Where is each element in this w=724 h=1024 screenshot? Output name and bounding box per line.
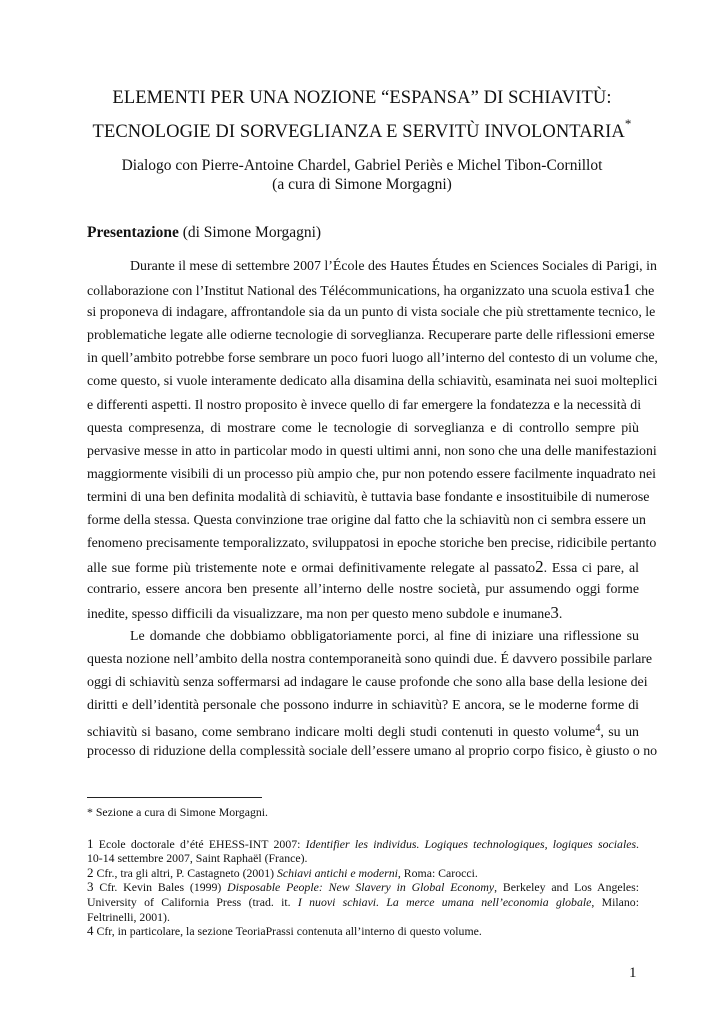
footnote-marker: 2 — [87, 864, 94, 880]
section-heading-rest: (di Simone Morgagni) — [178, 224, 322, 241]
footnote-text: , Berkeley and Los Angeles: — [494, 880, 639, 895]
footnote-ref-1[interactable]: 1 — [623, 280, 632, 300]
section-heading-bold: Presentazione — [87, 224, 179, 241]
title-line-1: ELEMENTI PER UNA NOZIONE “ESPANSA” DI SCHIAVITÙ: — [112, 88, 612, 108]
body-line-text: che — [631, 284, 655, 300]
body-line-text: schiavitù si basano, come sembrano indicare molti degli studi contenuti in questo volume — [87, 724, 596, 740]
section-heading — [87, 224, 321, 242]
footnotes — [87, 805, 639, 939]
footnote-ref-4[interactable]: 4 — [595, 722, 601, 734]
footnote-line: Feltrinelli, 2001). — [87, 909, 170, 924]
footnote-text: Cfr. Kevin Bales (1999) — [93, 880, 228, 895]
footnote-text: , Roma: Carocci. — [397, 865, 478, 880]
footnote-title: Schiavi antichi e moderni — [276, 865, 398, 880]
body-line-text: inedite, spesso difficili da visualizzare, ma non per questo meno subdole e inumane — [87, 607, 551, 623]
footnote-line: 10-14 settembre 2007, Saint Raphaël (France). — [87, 851, 308, 866]
footnote-text: University of California Press (trad. it. — [87, 894, 298, 909]
body-line-text: collaborazione con l’Institut National des Télécommunications, ha organizzato una scuola estiva — [87, 284, 624, 300]
title-footnote-marker: * — [624, 116, 632, 131]
body-line — [87, 555, 639, 578]
page-number: 1 — [629, 965, 637, 981]
footnote-title: I nuovi schiavi. La merce umana nell’economia globale — [297, 894, 592, 909]
body-line-text: . Essa ci pare, al — [543, 561, 639, 577]
footnote-title: Disposable People: New Slavery in Global Economy — [227, 880, 495, 895]
footnote-line — [87, 805, 639, 820]
footnote-line — [87, 895, 639, 910]
body-line: questa compresenza, di mostrare come le tecnologie di sorveglianza e di controllo sempre più — [87, 420, 639, 436]
body-line: questa nozione nell’ambito della nostra contemporaneità sono quindi due. É davvero possibile parlare — [87, 651, 653, 667]
body-line: in quell’ambito potrebbe forse sembrare un poco fuori luogo all’interno del contesto di un volume che, — [87, 351, 658, 367]
body-line-text: , su un — [600, 724, 639, 740]
footnote-text: Cfr., tra gli altri, P. Castagneto (2001) — [93, 865, 277, 880]
footnote-text: , Milano: — [591, 894, 639, 909]
footnote-1 — [87, 837, 639, 866]
body-text — [87, 255, 658, 763]
footnote-line — [87, 837, 639, 852]
body-line: come questo, si vuole interamente dedicato alla disamina della schiavitù, esaminata nei suoi molteplici — [87, 374, 658, 390]
body-line — [87, 601, 639, 624]
footnote-star — [87, 805, 639, 820]
footnote-line — [87, 924, 639, 939]
footnote-line — [87, 880, 639, 895]
title-line-2 — [60, 112, 664, 146]
footnote-marker: 4 — [87, 923, 94, 939]
body-line: e differenti aspetti. Il nostro proposito è invece quello di far emergere la fondatezza e la necessità di — [87, 397, 642, 413]
footnote-2 — [87, 866, 639, 881]
footnote-ref-3[interactable]: 3 — [550, 603, 559, 623]
body-line: si proponeva di indagare, affrontandole sia da un punto di vista sociale che più strettamente tecnico, le — [87, 305, 656, 321]
body-line: pervasive messe in atto in particolar modo in questi ultimi anni, non sono che una delle manifestazioni — [87, 443, 657, 459]
footnote-marker: * — [87, 805, 93, 819]
body-line-text: alle sue forme più tristemente note e ormai definitivamente relegate al passato — [87, 561, 536, 577]
body-line: processo di riduzione della complessità sociale dell’essere umano al proprio corpo fisico, è giusto o no — [87, 743, 658, 759]
footnote-marker: 3 — [87, 879, 94, 895]
body-line — [87, 717, 639, 740]
footnote-ref-2[interactable]: 2 — [535, 557, 544, 577]
body-line: termini di una ben definita modalità di schiavitù, è tuttavia base fondante e insostituibile di numerose — [87, 489, 650, 505]
subtitle-authors: Dialogo con Pierre-Antoine Chardel, Gabriel Periès e Michel Tibon-Cornillot — [121, 157, 603, 174]
body-line: diritti e dell’identità personale che possono indurre in schiavitù? E ancora, se le moderne forme di — [87, 697, 639, 713]
document-subtitle — [60, 156, 664, 194]
footnote-text: Cfr, in particolare, la sezione TeoriaPrassi contenuta all’interno di questo volume. — [93, 924, 482, 939]
body-line: fenomeno precisamente temporalizzato, sviluppatosi in epoche storiche ben precise, ridicibile pertanto — [87, 536, 657, 552]
footnote-text: Sezione a cura di Simone Morgagni. — [92, 805, 268, 819]
footnote-marker: 1 — [87, 835, 94, 851]
subtitle-editor: (a cura di Simone Morgagni) — [272, 176, 452, 193]
body-line-text: . — [558, 607, 563, 623]
body-line: contrario, essere ancora ben presente all’interno delle nostre società, pur assumendo oggi forme — [87, 582, 639, 598]
document-title — [60, 84, 664, 146]
footnote-separator — [87, 797, 262, 798]
footnote-4 — [87, 924, 639, 939]
footnote-line — [87, 866, 639, 881]
title-line-2-text: TECNOLOGIE DI SORVEGLIANZA E SERVITÙ INVOLONTARIA — [92, 122, 625, 143]
body-line: Durante il mese di settembre 2007 l’École des Hautes Études en Sciences Sociales di Parigi, in — [130, 259, 657, 274]
body-line — [87, 278, 655, 301]
footnote-title: Identifier les individus. Logiques technologiques, logiques sociales — [305, 836, 637, 851]
body-line: problematiche legate alle odierne tecnologie di sorveglianza. Recuperare parte delle riflessioni emerse — [87, 328, 655, 344]
footnote-text: Ecole doctorale d’été EHESS-INT 2007: — [93, 836, 306, 851]
body-line: forme della stessa. Questa convinzione trae origine dal fatto che la schiavitù non ci sembra essere un — [87, 513, 646, 529]
body-line: oggi di schiavitù senza soffermarsi ad indagare le cause profonde che sono alla base della lesione dei — [87, 674, 648, 690]
footnote-text: . — [636, 836, 639, 851]
footnote-3 — [87, 880, 639, 924]
body-line: maggiormente visibili di un processo più ampio che, pur non potendo essere facilmente inquadrato nei — [87, 466, 656, 482]
body-line: Le domande che dobbiamo obbligatoriamente porci, al fine di iniziare una riflessione su — [130, 628, 639, 644]
